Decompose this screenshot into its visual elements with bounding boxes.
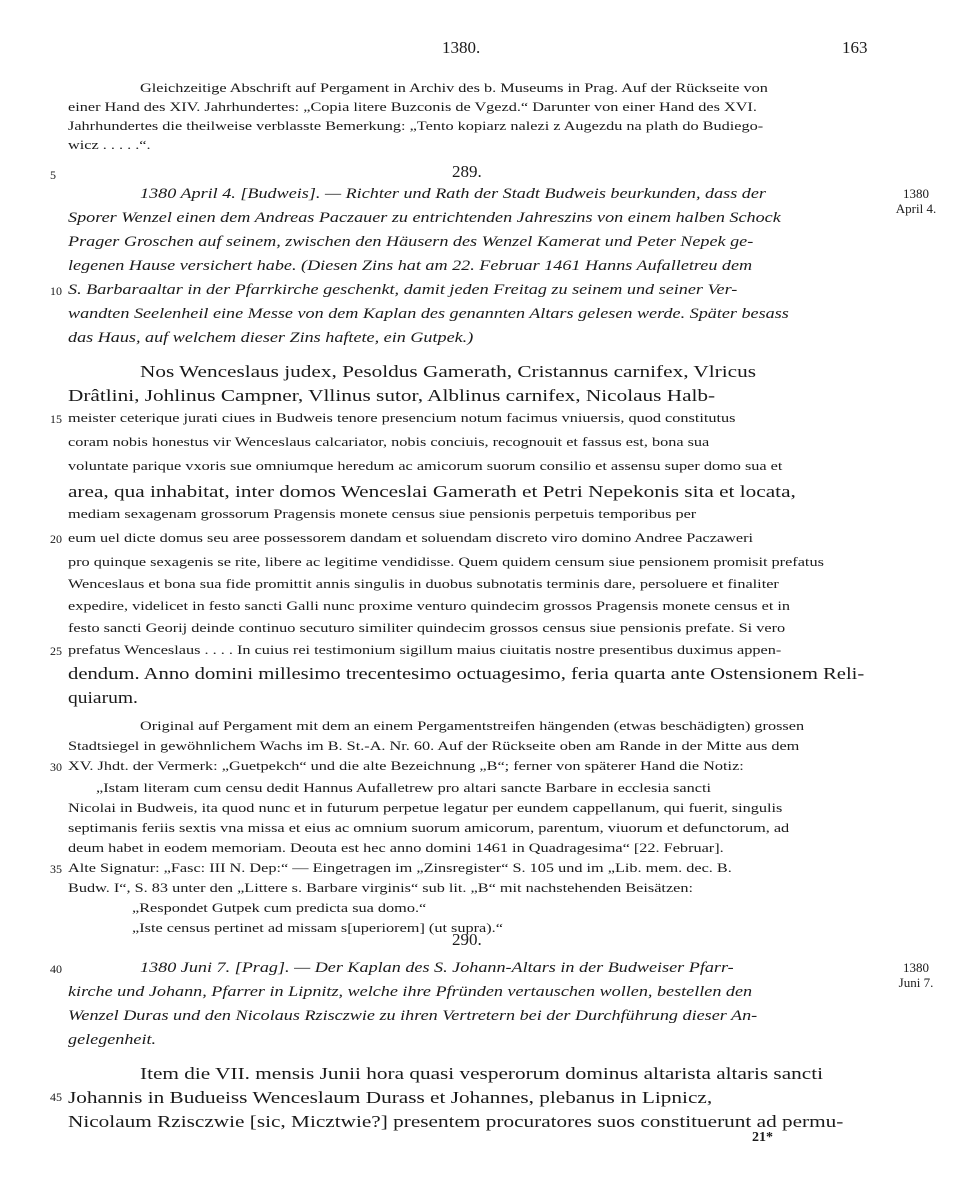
margin-date xyxy=(888,960,944,990)
text-line: Sporer Wenzel einen dem Andreas Paczauer zu entrichtenden Jahreszins von einem halben Schock xyxy=(68,210,781,226)
line-number: 30 xyxy=(50,760,62,774)
signature-mark: 21* xyxy=(752,1130,773,1145)
text-line: Wenzel Duras und den Nicolaus Rzisczwie zu ihren Vertretern bei der Durchführung dieser An- xyxy=(68,1008,758,1024)
line-number: 10 xyxy=(50,284,62,298)
line-number: 40 xyxy=(50,962,62,976)
text-line: legenen Hause versichert habe. (Diesen Zins hat am 22. Februar 1461 Hanns Aufalletreu dem xyxy=(68,258,753,274)
margin-year: 1380 xyxy=(903,186,929,201)
text-line: „Iste census pertinet ad missam s[uperiorem] (ut supra).“ xyxy=(132,920,503,935)
text-line: septimanis feriis sextis vna missa et eius ac omnium suorum amicorum, parentum, viuorum et defunctorum, ad xyxy=(68,820,790,835)
text-line: Wenceslaus et bona sua fide promittit annis singulis in duobus subnotatis terminis dare, persoluere et finaliter xyxy=(68,576,779,591)
line-number: 25 xyxy=(50,644,62,658)
line-number: 5 xyxy=(50,168,56,182)
text-line: prefatus Wenceslaus . . . . In cuius rei testimonium sigillum maius ciuitatis nostre presentibus duximus appen- xyxy=(68,642,782,657)
text-line: Stadtsiegel in gewöhnlichem Wachs im B. St.-A. Nr. 60. Auf der Rückseite oben am Rande in der Mitte aus dem xyxy=(68,738,800,753)
text-line: festo sancti Georij deinde continuo secuturo similiter quindecim grossos census siue pensionis prefate. Si vero xyxy=(68,620,786,635)
text-line: Johannis in Budueiss Wenceslaum Durass et Johannes, plebanus in Lipnicz, xyxy=(68,1088,713,1107)
text-line: coram nobis honestus vir Wenceslaus calcariator, nobis conciuis, recognouit et fassus est, bona sua xyxy=(68,434,710,449)
margin-year: 1380 xyxy=(903,960,929,975)
text-line: Nos Wenceslaus judex, Pesoldus Gamerath, Cristannus carnifex, Vlricus xyxy=(140,362,756,381)
line-number: 15 xyxy=(50,412,62,426)
text-line: Item die VII. mensis Junii hora quasi vesperorum dominus altarista altaris sancti xyxy=(140,1064,824,1083)
text-line: 1380 Juni 7. [Prag]. — Der Kaplan des S. Johann-Altars in der Budweiser Pfarr- xyxy=(140,960,734,976)
text-line: „Istam literam cum censu dedit Hannus Aufalletrew pro altari sancte Barbare in ecclesia sancti xyxy=(96,780,711,795)
text-line: Original auf Pergament mit dem an einem Pergamentstreifen hängenden (etwas beschädigten) grossen xyxy=(140,718,805,733)
text-line: Prager Groschen auf seinem, zwischen den Häusern des Wenzel Kamerat und Peter Nepek ge- xyxy=(68,234,754,250)
text-line: 1380 April 4. [Budweis]. — Richter und Rath der Stadt Budweis beurkunden, dass der xyxy=(140,186,766,202)
text-line: Budw. I“, S. 83 unter den „Littere s. Barbare virginis“ sub lit. „B“ mit nachstehenden Beisätzen: xyxy=(68,880,694,895)
text-line: quiarum. xyxy=(68,688,138,707)
text-line: Nicolai in Budweis, ita quod nunc et in futurum perpetue legatur per eundem cappellanum, qui fuerit, singulis xyxy=(68,800,783,815)
margin-date xyxy=(888,186,944,216)
line-number: 45 xyxy=(50,1090,62,1104)
text-line: einer Hand des XIV. Jahrhundertes: „Copia litere Buzconis de Vgezd.“ Darunter von einer Hand des XVI. xyxy=(68,99,757,114)
text-line: eum uel dicte domus seu aree possessorem dandam et soluendam discreto viro domino Andree Paczaweri xyxy=(68,530,754,545)
margin-day: April 4. xyxy=(895,201,937,216)
text-line: meister ceterique jurati ciues in Budweis tenore presencium notum facimus vniuersis, quod constitutus xyxy=(68,410,736,425)
document-number: 289. xyxy=(452,162,482,181)
line-number: 35 xyxy=(50,862,62,876)
header-year: 1380. xyxy=(442,38,481,57)
text-line: „Respondet Gutpek cum predicta sua domo.“ xyxy=(132,900,427,915)
text-line: Drâtlini, Johlinus Campner, Vllinus sutor, Alblinus carnifex, Nicolaus Halb- xyxy=(68,386,716,405)
text-line: voluntate parique vxoris sue omniumque heredum ac amicorum suorum consilio et assensu super domo sua et xyxy=(68,458,783,473)
line-number: 20 xyxy=(50,532,62,546)
text-line: Gleichzeitige Abschrift auf Pergament in Archiv des b. Museums in Prag. Auf der Rückseite von xyxy=(140,80,768,95)
text-line: kirche und Johann, Pfarrer in Lipnitz, welche ihre Pfründen vertauschen wollen, bestellen den xyxy=(68,984,753,1000)
document-number: 290. xyxy=(452,930,482,949)
text-line: deum habet in eodem memoriam. Deouta est hec anno domini 1461 in Quadragesima“ [22. Februar]. xyxy=(68,840,724,855)
text-line: gelegenheit. xyxy=(68,1032,157,1048)
text-line: Nicolaum Rzisczwie [sic, Micztwie?] presentem procuratores suos constituerunt ad permu- xyxy=(68,1112,844,1131)
text-line: expedire, videlicet in festo sancti Galli nunc proxime venturo quindecim grossos Pragensis monete census et in xyxy=(68,598,791,613)
text-line: Alte Signatur: „Fasc: III N. Dep:“ — Eingetragen im „Zinsregister“ S. 105 und im „Lib. mem. dec. B. xyxy=(68,860,732,875)
text-line: Jahrhundertes die theilweise verblasste Bemerkung: „Tento kopiarz nalezi z Augezdu na plath do Budiego- xyxy=(68,118,764,133)
margin-day: Juni 7. xyxy=(898,975,934,990)
text-line: das Haus, auf welchem dieser Zins haftete, ein Gutpek.) xyxy=(68,330,474,346)
text-line: area, qua inhabitat, inter domos Wenceslai Gamerath et Petri Nepekonis sita et locata, xyxy=(68,482,796,501)
text-line: wandten Seelenheil eine Messe von dem Kaplan des genannten Altars gelesen werde. Später besass xyxy=(68,306,789,322)
text-line: XV. Jhdt. der Vermerk: „Guetpekch“ und die alte Bezeichnung „B“; ferner von späterer Hand die Notiz: xyxy=(68,758,744,773)
header-page-number: 163 xyxy=(842,38,868,57)
text-line: dendum. Anno domini millesimo trecentesimo octuagesimo, feria quarta ante Ostensionem Reli- xyxy=(68,664,865,683)
text-line: mediam sexagenam grossorum Pragensis monete census siue pensionis perpetuis temporibus per xyxy=(68,506,697,521)
text-line: wicz . . . . .“. xyxy=(68,137,151,152)
text-line: S. Barbaraaltar in der Pfarrkirche geschenkt, damit jeden Freitag zu seinem und seiner Ver- xyxy=(68,282,738,298)
text-line: pro quinque sexagenis se rite, libere ac legitime vendidisse. Quem quidem censum siue pensionem promisit prefatus xyxy=(68,554,824,569)
